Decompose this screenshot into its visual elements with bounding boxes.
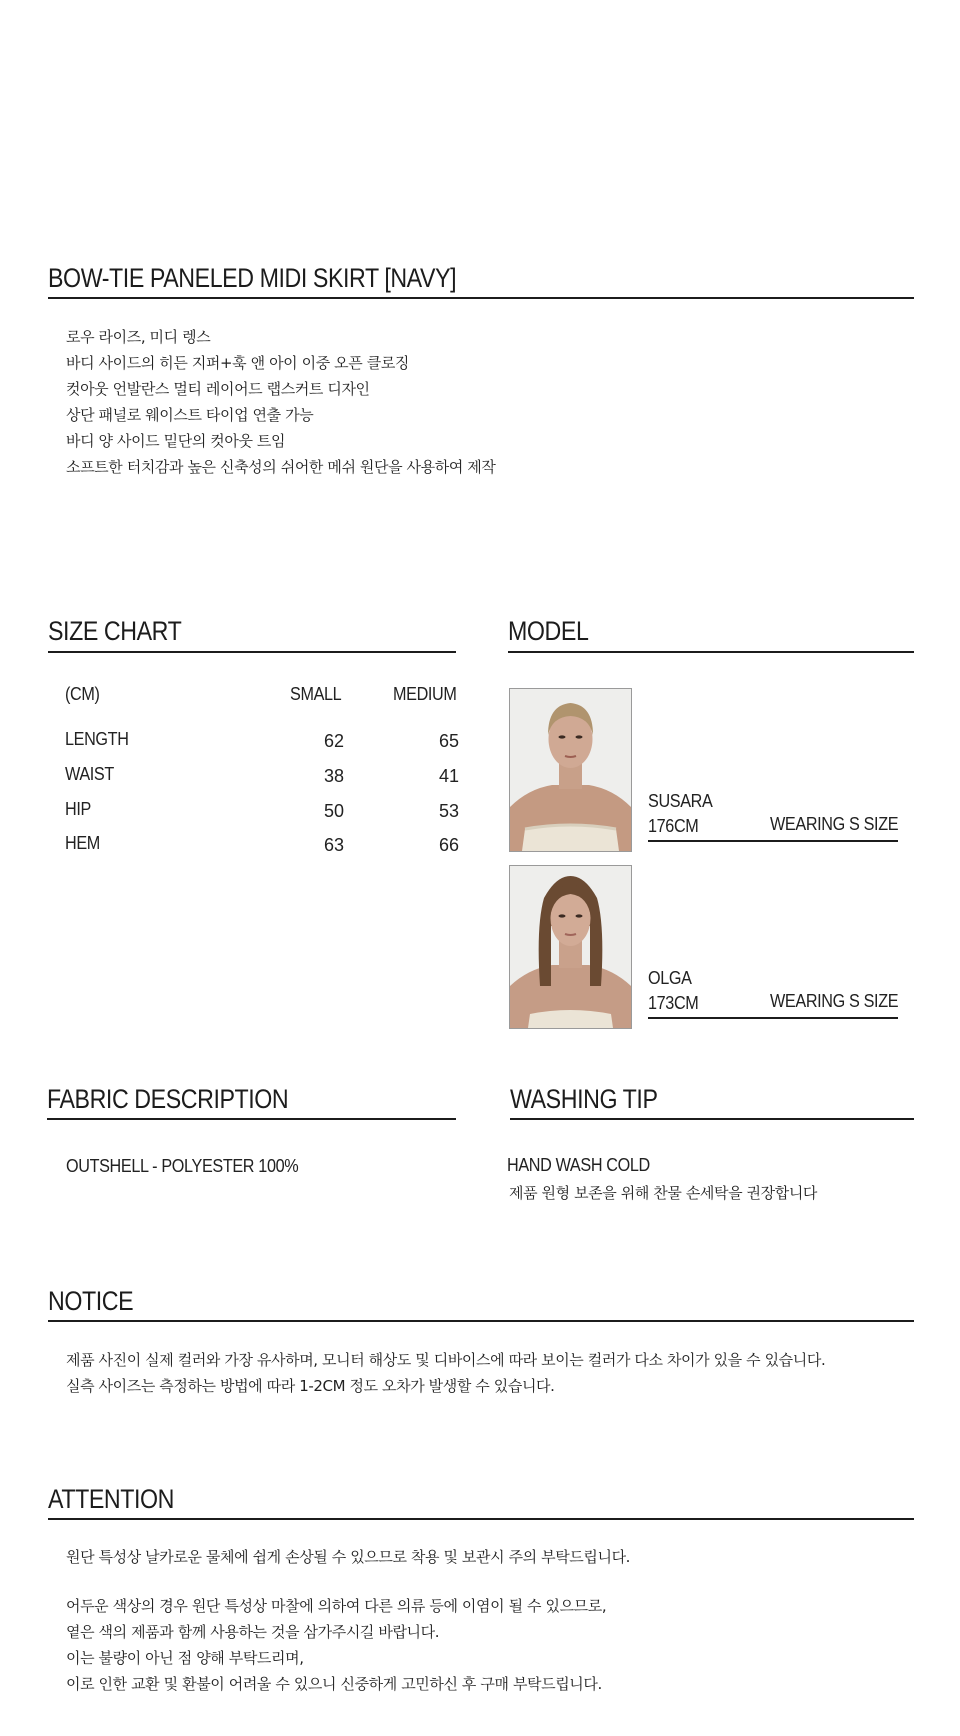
attention-line: 어두운 색상의 경우 원단 특성상 마찰에 의하여 다른 의류 등에 이염이 될 수 있으므로, [66, 1597, 607, 1615]
attention-line: 원단 특성상 날카로운 물체에 쉽게 손상될 수 있으므로 착용 및 보관시 주의 부탁드립니다. [66, 1548, 631, 1566]
washing-line-1: HAND WASH COLD [507, 1155, 650, 1175]
fabric-heading: FABRIC DESCRIPTION [47, 1084, 289, 1114]
model-name-olga: OLGA [648, 968, 692, 988]
cell-hem-small: 63 [323, 835, 344, 855]
model-divider [508, 651, 914, 653]
model-heading: MODEL [508, 616, 589, 646]
feature-item: 소프트한 터치감과 높은 신축성의 쉬어한 메쉬 원단을 사용하여 제작 [66, 458, 496, 476]
notice-line: 실측 사이즈는 측정하는 방법에 따라 1-2CM 정도 오차가 발생할 수 있습니다. [66, 1377, 555, 1395]
row-label-length: LENGTH [65, 729, 129, 749]
model-underline-olga [648, 1017, 898, 1019]
cell-waist-medium: 41 [438, 766, 459, 786]
size-chart-heading: SIZE CHART [48, 616, 182, 646]
model-name-susara: SUSARA [648, 791, 713, 811]
cell-hip-small: 50 [323, 801, 344, 821]
washing-divider [510, 1118, 914, 1120]
attention-lines [66, 1593, 606, 1697]
feature-item: 로우 라이즈, 미디 렝스 [66, 328, 211, 346]
product-title: BOW-TIE PANELED MIDI SKIRT [NAVY] [48, 263, 457, 293]
feature-item: 상단 패널로 웨이스트 타이업 연출 가능 [66, 406, 314, 424]
cell-hem-medium: 66 [438, 835, 459, 855]
cell-length-small: 62 [323, 731, 344, 751]
feature-item: 바디 양 사이드 밑단의 컷아웃 트임 [66, 432, 286, 450]
model-underline-susara [648, 840, 898, 842]
column-header-small: SMALL [290, 684, 342, 704]
cell-length-medium: 65 [438, 731, 459, 751]
model-wearing-susara: WEARING S SIZE [770, 814, 899, 834]
model-wearing-olga: WEARING S SIZE [770, 991, 899, 1011]
row-label-hip: HIP [65, 799, 91, 819]
washing-line-2: 제품 원형 보존을 위해 찬물 손세탁을 권장합니다 [509, 1184, 818, 1202]
notice-line: 제품 사진이 실제 컬러와 가장 유사하며, 모니터 해상도 및 디바이스에 따라 보이는 컬러가 다소 차이가 있을 수 있습니다. [66, 1351, 826, 1369]
notice-divider [48, 1320, 914, 1322]
fabric-text: OUTSHELL - POLYESTER 100% [66, 1156, 299, 1176]
cell-hip-medium: 53 [438, 801, 459, 821]
feature-item: 컷아웃 언발란스 멀티 레이어드 랩스커트 디자인 [66, 380, 370, 398]
model-photo-susara [509, 688, 632, 852]
model-height-olga: 173CM [648, 993, 699, 1013]
model-height-susara: 176CM [648, 816, 699, 836]
washing-heading: WASHING TIP [510, 1084, 658, 1114]
fabric-divider [47, 1118, 456, 1120]
notice-heading: NOTICE [48, 1286, 134, 1316]
attention-heading: ATTENTION [48, 1484, 174, 1514]
size-chart-divider [48, 651, 456, 653]
row-label-waist: WAIST [65, 764, 114, 784]
row-label-hem: HEM [65, 833, 100, 853]
model-photo-olga [509, 865, 632, 1029]
attention-line: 옅은 색의 제품과 함께 사용하는 것을 삼가주시길 바랍니다. [66, 1623, 440, 1641]
attention-line: 이는 불량이 아닌 점 양해 부탁드리며, [66, 1649, 304, 1667]
notice-lines [66, 1347, 825, 1399]
column-header-medium: MEDIUM [393, 684, 457, 704]
feature-item: 바디 사이드의 히든 지퍼+훅 앤 아이 이중 오픈 클로징 [66, 354, 410, 372]
attention-line: 이로 인한 교환 및 환불이 어려울 수 있으니 신중하게 고민하신 후 구매 부탁드립니다. [66, 1675, 602, 1693]
title-divider [48, 297, 914, 299]
feature-list [66, 324, 495, 480]
unit-label: (CM) [65, 684, 100, 704]
cell-waist-small: 38 [323, 766, 344, 786]
attention-divider [48, 1518, 914, 1520]
